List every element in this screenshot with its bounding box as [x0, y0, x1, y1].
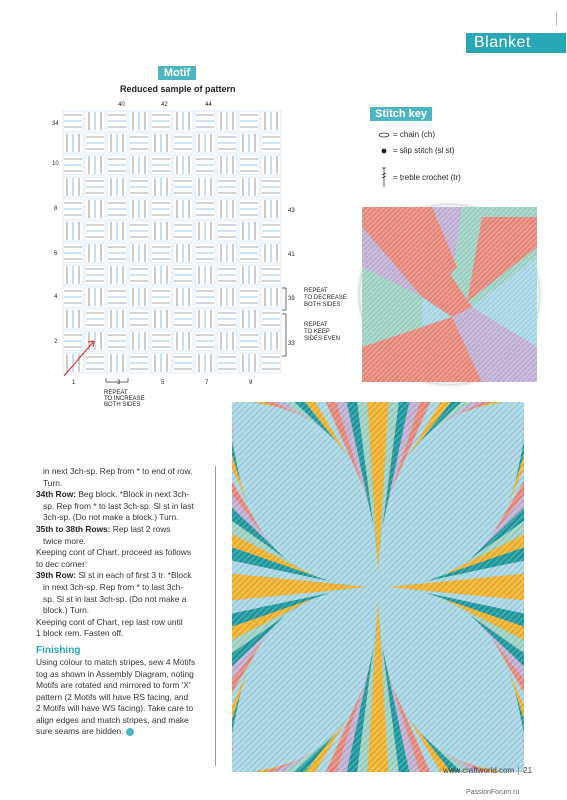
instructions-column	[36, 466, 216, 766]
watermark: PassionForum.ru	[466, 789, 520, 796]
treble-crochet-icon	[378, 166, 390, 188]
text-line: pattern (2 Motifs will have RS facing, and	[36, 691, 189, 702]
chart-grid	[63, 111, 281, 373]
text-line	[36, 524, 209, 536]
repeat-decrease-text: TO DECREASE	[304, 295, 347, 301]
text-line: Using colour to match stripes, sew 4 Motifs	[36, 656, 196, 667]
text-line: sp. Sl st in last 3ch-sp. (Do not make a	[43, 593, 187, 604]
text-line: Motifs are rotated and mirrored to form 'X'	[36, 680, 191, 691]
row-text: Sl st in each of first 3 tr. *Block	[76, 570, 192, 581]
text-line	[36, 570, 209, 582]
text-line	[36, 726, 209, 738]
row-label: 34th Row:	[36, 489, 77, 500]
chart-left-number: 10	[52, 161, 59, 167]
text-line: align edges and match stripes, and make	[36, 714, 189, 725]
chart-top-number: 42	[161, 102, 168, 108]
repeat-decrease-text: BOTH SIDES	[304, 302, 341, 308]
chart-left-number: 4	[54, 294, 58, 300]
repeat-keep-text: REPEAT	[304, 322, 328, 328]
chart-right-number: 43	[288, 208, 295, 214]
chart-left-number: 6	[54, 251, 58, 257]
chart-left-number: 8	[54, 206, 58, 212]
text-line: 3ch-sp. (Do not make a block.) Turn.	[43, 512, 179, 523]
stitch-key-slip-stitch	[378, 146, 455, 155]
chart-subtitle: Reduced sample of pattern	[120, 84, 236, 94]
chain-icon	[378, 132, 390, 138]
text-line-last: sure seams are hidden.	[36, 726, 124, 737]
stitch-key-label: = chain (ch)	[393, 130, 436, 139]
stitch-key-title: Stitch key	[370, 107, 432, 121]
chart-bottom-number: 9	[249, 380, 253, 386]
text-line: tog as shown in Assembly Diagram, noting	[36, 668, 194, 679]
footer-site: www.craftworld.com	[443, 766, 515, 775]
row-label: 35th to 38th Rows:	[36, 523, 111, 534]
row-text: Rep last 2 rows	[110, 523, 171, 534]
repeat-decrease-text: REPEAT	[304, 288, 328, 294]
blanket-photo	[232, 402, 524, 772]
stitch-key-label: = treble crochet (tr)	[393, 172, 461, 182]
stitch-key-label: = slip stitch (sl st)	[393, 146, 455, 155]
repeat-increase-text: REPEAT	[104, 390, 128, 396]
text-line: in next 3ch-sp. Rep from * to end of row.	[43, 466, 193, 476]
chart-top-number: 40	[118, 102, 125, 108]
text-line: Keeping cont of Chart, proceed as follows	[36, 547, 192, 558]
repeat-keep-text: TO KEEP	[304, 329, 330, 335]
slip-stitch-icon	[378, 147, 390, 155]
text-line: 1 block rem. Fasten off.	[36, 628, 124, 639]
text-line: 2 Motifs will have WS facing). Take care to	[36, 703, 194, 714]
chart-bottom-number: 5	[161, 380, 165, 386]
text-line	[36, 489, 209, 501]
stitch-key-chain	[378, 130, 435, 139]
stitch-closeup-photo	[360, 205, 539, 384]
chart-bottom-number: 3	[117, 380, 121, 386]
row-text: Beg block. *Block in next 3ch-	[76, 489, 190, 500]
text-line: to dec corner:	[36, 558, 88, 569]
page-corner-mark	[556, 12, 567, 26]
chart-top-number: 44	[205, 102, 212, 108]
repeat-increase-text: TO INCREASE	[104, 396, 145, 402]
stitch-key-treble	[378, 166, 461, 188]
chart-right-number: 41	[288, 252, 295, 258]
chart-bottom-number: 1	[72, 380, 76, 386]
page-number: 21	[523, 766, 533, 775]
chart-bottom-number: 7	[205, 380, 209, 386]
end-mark-icon	[126, 728, 134, 736]
text-line: Turn.	[43, 477, 63, 488]
text-line: Keeping cont of Chart, rep last row until	[36, 616, 183, 627]
crochet-chart	[50, 98, 350, 408]
row-label: 39th Row:	[36, 570, 77, 581]
text-line: block.) Turn.	[43, 605, 90, 616]
text-line: sp. Rep from * to last 3ch-sp. Sl st in last	[43, 500, 194, 511]
section-tab: Blanket	[466, 33, 566, 53]
motif-label: Motif	[158, 66, 196, 80]
chart-left-number: 2	[54, 339, 58, 345]
page-footer	[443, 766, 532, 775]
repeat-keep-text: SIDES EVEN	[304, 336, 341, 342]
chart-left-number: 34	[52, 121, 59, 127]
chart-right-number: 33	[288, 341, 295, 347]
text-line: twice more.	[43, 535, 86, 546]
chart-right-number: 39	[288, 296, 295, 302]
repeat-increase-text: BOTH SIDES	[104, 402, 141, 408]
text-line: in next 3ch-sp. Rep from * to last 3ch-	[43, 581, 184, 592]
finishing-heading: Finishing	[36, 644, 81, 656]
